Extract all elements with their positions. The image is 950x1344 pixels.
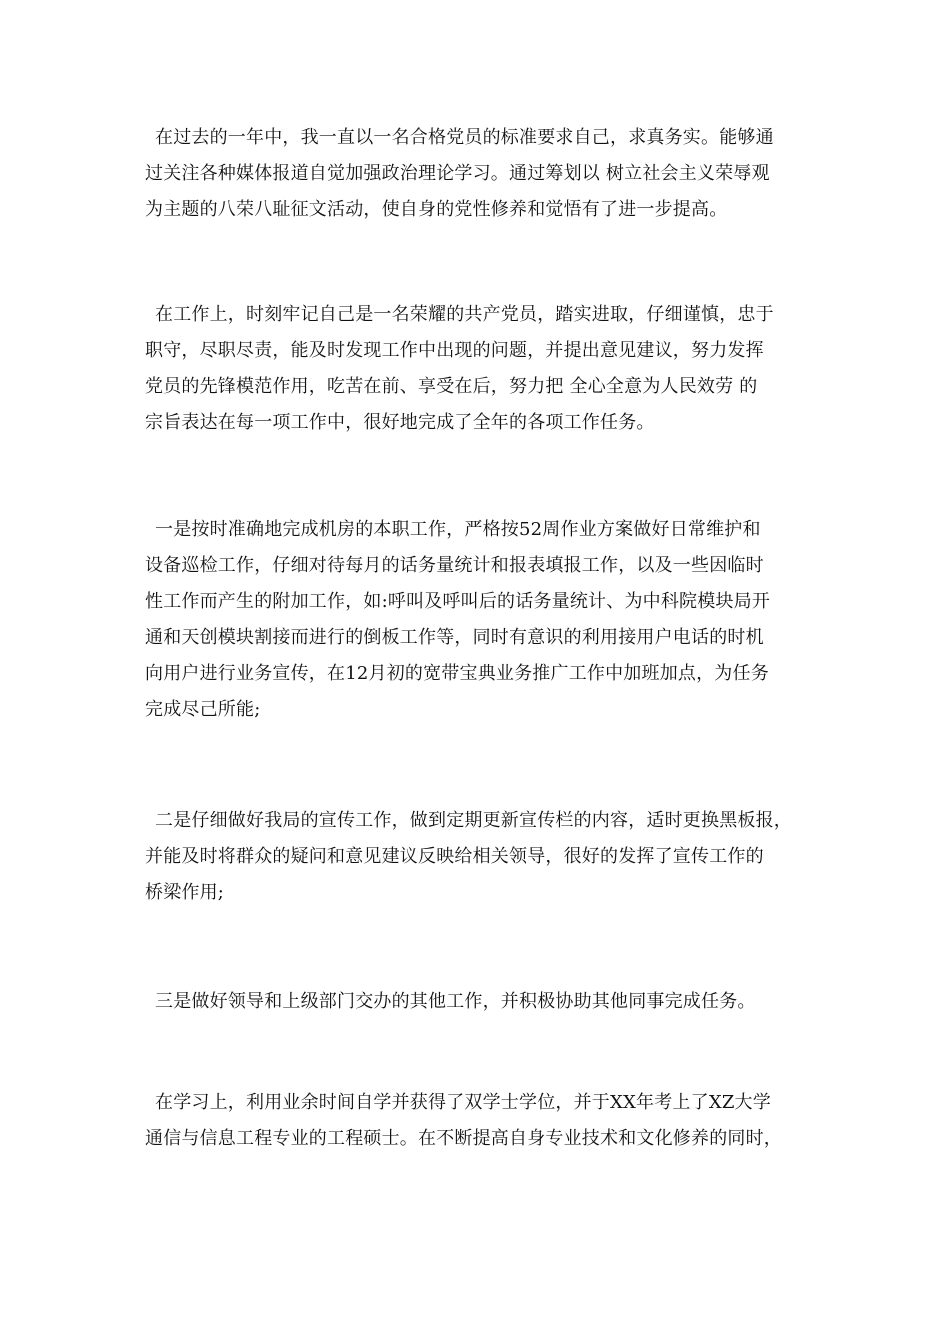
- paragraph-line: 并能及时将群众的疑问和意见建议反映给相关领导，很好的发挥了宣传工作的: [145, 846, 764, 867]
- paragraph-line: 向用户进行业务宣传，在12月初的宽带宝典业务推广工作中加班加点，为任务: [145, 663, 769, 684]
- paragraph-line: 二是仔细做好我局的宣传工作，做到定期更新宣传栏的内容，适时更换黑板报，: [155, 810, 792, 831]
- paragraph-item-one: [145, 512, 825, 728]
- paragraph-line: 通和天创模块割接而进行的倒板工作等，同时有意识的利用接用户电话的时机: [145, 627, 764, 648]
- paragraph-study: [145, 1085, 825, 1157]
- paragraph-line: 职守，尽职尽责，能及时发现工作中出现的问题，并提出意见建议，努力发挥: [145, 340, 764, 361]
- paragraph-line: 完成尽己所能;: [145, 699, 261, 720]
- paragraph-item-three: [145, 984, 825, 1020]
- paragraph-item-two: [145, 803, 825, 911]
- paragraph-line: 在过去的一年中，我一直以一名合格党员的标准要求自己，求真务实。能够通: [155, 127, 774, 148]
- paragraph-party-study: [145, 120, 825, 228]
- paragraph-line: 一是按时准确地完成机房的本职工作，严格按52周作业方案做好日常维护和: [155, 519, 761, 540]
- paragraph-line: 桥梁作用;: [145, 882, 225, 903]
- paragraph-line: 过关注各种媒体报道自觉加强政治理论学习。通过筹划以 树立社会主义荣辱观: [145, 163, 770, 184]
- paragraph-line: 设备巡检工作，仔细对待每月的话务量统计和报表填报工作，以及一些因临时: [145, 555, 764, 576]
- paragraph-line: 宗旨表达在每一项工作中，很好地完成了全年的各项工作任务。: [145, 412, 655, 433]
- paragraph-line: 在学习上，利用业余时间自学并获得了双学士学位，并于XX年考上了XZ大学: [155, 1092, 771, 1113]
- paragraph-line: 三是做好领导和上级部门交办的其他工作，并积极协助其他同事完成任务。: [155, 991, 756, 1012]
- paragraph-line: 为主题的八荣八耻征文活动，使自身的党性修养和觉悟有了进一步提高。: [145, 199, 728, 220]
- paragraph-line: 在工作上，时刻牢记自己是一名荣耀的共产党员，踏实进取，仔细谨慎，忠于: [155, 304, 774, 325]
- paragraph-line: 通信与信息工程专业的工程硕士。在不断提高自身专业技术和文化修养的同时，: [145, 1128, 782, 1149]
- paragraph-line: 党员的先锋模范作用，吃苦在前、享受在后，努力把 全心全意为人民效劳 的: [145, 376, 758, 397]
- paragraph-line: 性工作而产生的附加工作，如:呼叫及呼叫后的话务量统计、为中科院模块局开: [145, 591, 771, 612]
- paragraph-work: [145, 297, 825, 441]
